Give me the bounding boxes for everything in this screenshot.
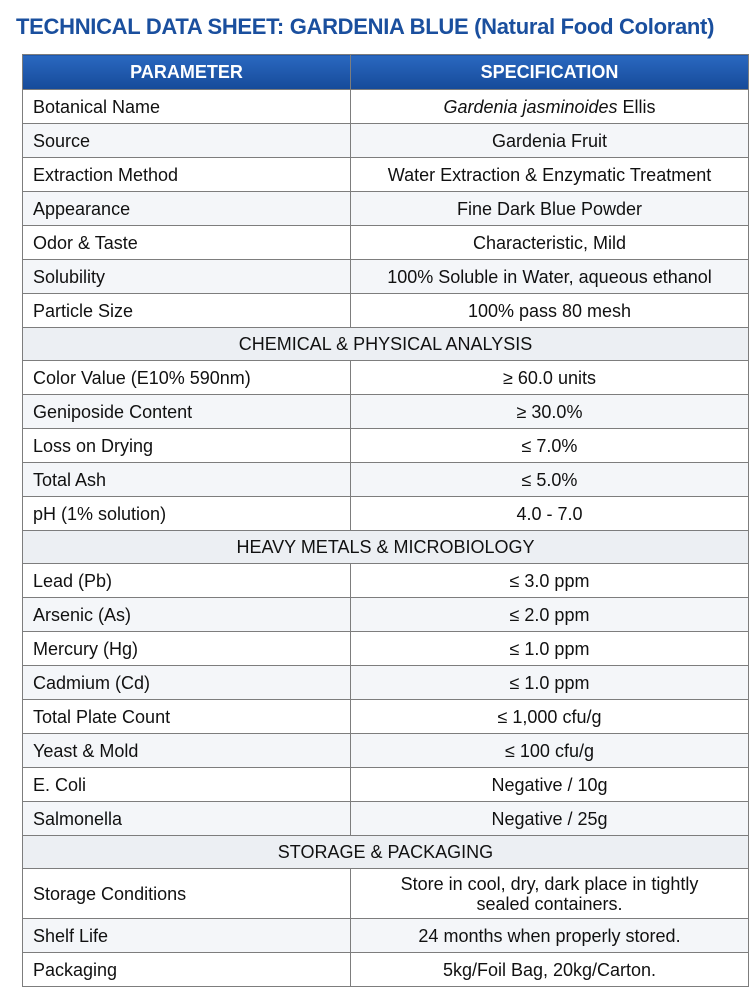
- spec-cell: ≤ 1,000 cfu/g: [351, 700, 749, 734]
- spec-cell: ≤ 1.0 ppm: [351, 632, 749, 666]
- parameter-cell: Mercury (Hg): [23, 632, 351, 666]
- section-header-row: [23, 836, 749, 869]
- parameter-cell: Particle Size: [23, 294, 351, 328]
- parameter-cell: Solubility: [23, 260, 351, 294]
- spec-cell: Negative / 25g: [351, 802, 749, 836]
- table-row: [23, 158, 749, 192]
- botanical-name-author: Ellis: [617, 96, 656, 117]
- table-row: [23, 226, 749, 260]
- section-header-row: [23, 531, 749, 564]
- spec-cell: ≤ 100 cfu/g: [351, 734, 749, 768]
- table-row: [23, 90, 749, 124]
- table-row: [23, 361, 749, 395]
- parameter-cell: Source: [23, 124, 351, 158]
- parameter-cell: pH (1% solution): [23, 497, 351, 531]
- spec-cell: Negative / 10g: [351, 768, 749, 802]
- table-row: [23, 953, 749, 987]
- parameter-cell: Loss on Drying: [23, 429, 351, 463]
- parameter-cell: Geniposide Content: [23, 395, 351, 429]
- table-row: [23, 463, 749, 497]
- table-header-row: [23, 55, 749, 90]
- parameter-cell: Shelf Life: [23, 919, 351, 953]
- parameter-cell: Packaging: [23, 953, 351, 987]
- spec-cell: Water Extraction & Enzymatic Treatment: [351, 158, 749, 192]
- parameter-cell: Lead (Pb): [23, 564, 351, 598]
- parameter-cell: Botanical Name: [23, 90, 351, 124]
- table-row: [23, 260, 749, 294]
- parameter-cell: Appearance: [23, 192, 351, 226]
- spec-cell: ≤ 7.0%: [351, 429, 749, 463]
- table-row: [23, 429, 749, 463]
- spec-cell: [351, 90, 749, 124]
- spec-cell: Characteristic, Mild: [351, 226, 749, 260]
- spec-cell: Gardenia Fruit: [351, 124, 749, 158]
- table-row: [23, 124, 749, 158]
- table-row: [23, 919, 749, 953]
- table-row: [23, 598, 749, 632]
- table-row: [23, 802, 749, 836]
- parameter-cell: Extraction Method: [23, 158, 351, 192]
- spec-cell: 4.0 - 7.0: [351, 497, 749, 531]
- parameter-cell: Storage Conditions: [23, 869, 351, 919]
- parameter-cell: Arsenic (As): [23, 598, 351, 632]
- table-row: [23, 564, 749, 598]
- parameter-cell: Cadmium (Cd): [23, 666, 351, 700]
- parameter-cell: Total Plate Count: [23, 700, 351, 734]
- parameter-cell: Color Value (E10% 590nm): [23, 361, 351, 395]
- spec-cell: ≤ 3.0 ppm: [351, 564, 749, 598]
- table-row: [23, 768, 749, 802]
- spec-cell: [351, 869, 749, 919]
- parameter-cell: Total Ash: [23, 463, 351, 497]
- spec-cell: ≥ 60.0 units: [351, 361, 749, 395]
- spec-cell: ≤ 5.0%: [351, 463, 749, 497]
- spec-cell: ≤ 1.0 ppm: [351, 666, 749, 700]
- spec-cell: ≤ 2.0 ppm: [351, 598, 749, 632]
- document-title: TECHNICAL DATA SHEET: GARDENIA BLUE (Natural Food Colorant): [16, 14, 715, 39]
- spec-cell: 100% Soluble in Water, aqueous ethanol: [351, 260, 749, 294]
- spec-cell: Fine Dark Blue Powder: [351, 192, 749, 226]
- table-row: [23, 700, 749, 734]
- section-header-row: [23, 328, 749, 361]
- specification-column-header: SPECIFICATION: [351, 55, 749, 90]
- section-header-storage: STORAGE & PACKAGING: [23, 836, 749, 869]
- parameter-column-header: PARAMETER: [23, 55, 351, 90]
- storage-conditions-line-1: Store in cool, dry, dark place in tightly: [400, 873, 699, 894]
- section-header-chemical: CHEMICAL & PHYSICAL ANALYSIS: [23, 328, 749, 361]
- table-row: [23, 192, 749, 226]
- botanical-name-italic: Gardenia jasminoides: [443, 96, 618, 117]
- spec-cell: 5kg/Foil Bag, 20kg/Carton.: [351, 953, 749, 987]
- spec-cell: ≥ 30.0%: [351, 395, 749, 429]
- spec-cell: 100% pass 80 mesh: [351, 294, 749, 328]
- table-row: [23, 869, 749, 919]
- parameter-cell: Odor & Taste: [23, 226, 351, 260]
- storage-conditions-line-2: sealed containers.: [476, 893, 623, 914]
- table-row: [23, 734, 749, 768]
- parameter-cell: E. Coli: [23, 768, 351, 802]
- parameter-cell: Salmonella: [23, 802, 351, 836]
- spec-table: [22, 54, 749, 987]
- spec-cell: 24 months when properly stored.: [351, 919, 749, 953]
- table-row: [23, 632, 749, 666]
- parameter-cell: Yeast & Mold: [23, 734, 351, 768]
- table-row: [23, 666, 749, 700]
- section-header-heavy-metals: HEAVY METALS & MICROBIOLOGY: [23, 531, 749, 564]
- table-row: [23, 395, 749, 429]
- table-row: [23, 294, 749, 328]
- table-row: [23, 497, 749, 531]
